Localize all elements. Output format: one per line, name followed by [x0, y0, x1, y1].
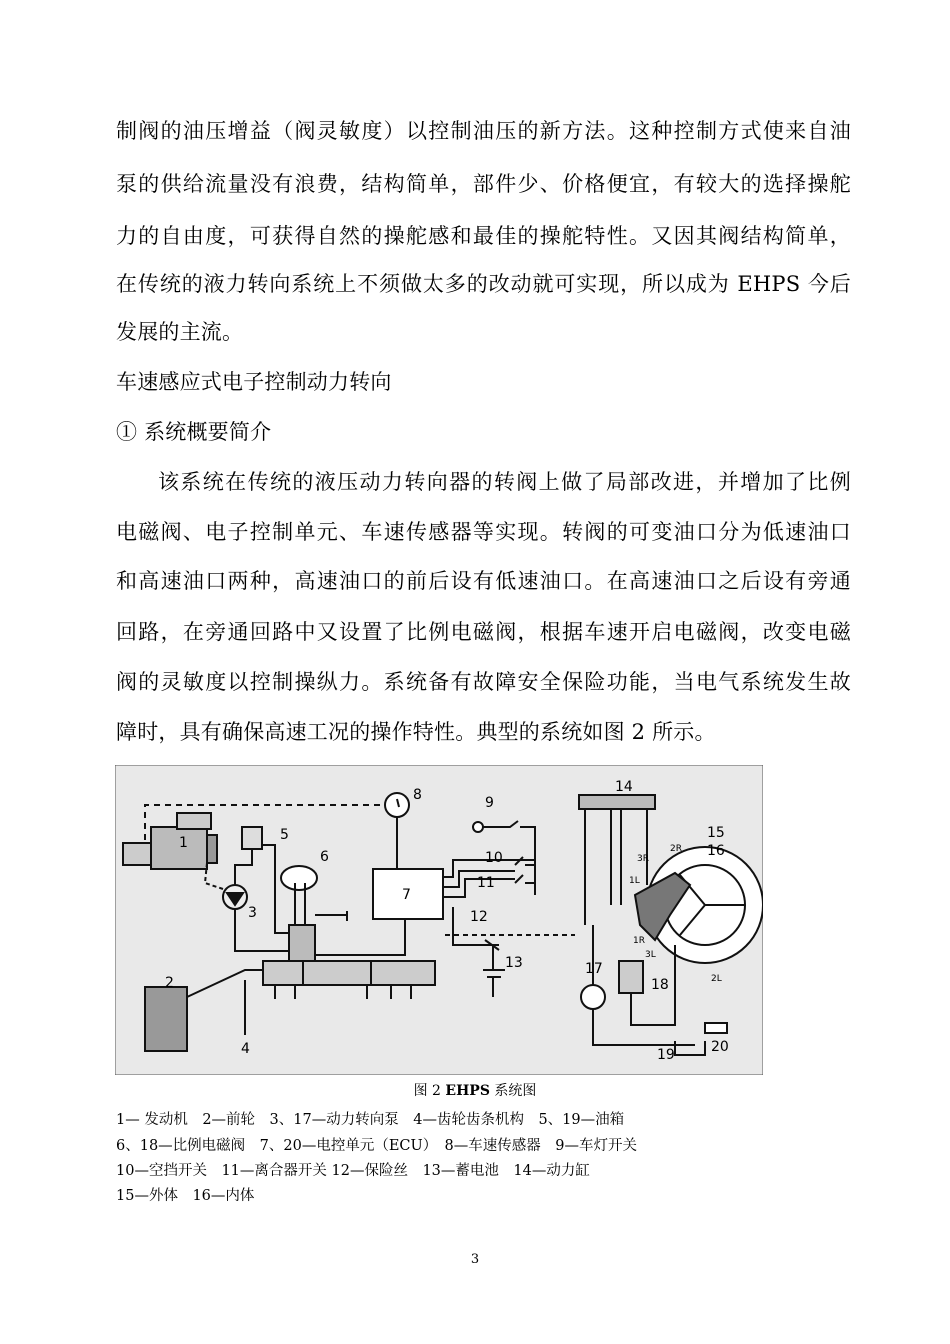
- paragraph-1-line-2: 泵的供给流量没有浪费，结构简单，部件少、价格便宜，有较大的选择操舵: [116, 172, 851, 196]
- subsection-heading: ① 系统概要简介: [116, 420, 272, 444]
- valve-label-3l: 3L: [645, 950, 656, 960]
- caption-suffix: 系统图: [489, 1083, 537, 1099]
- label-3: 3: [248, 905, 257, 921]
- power-cylinder: [579, 795, 655, 809]
- label-4: 4: [241, 1041, 250, 1057]
- figure-caption: [0, 1080, 950, 1100]
- label-19: 19: [657, 1047, 675, 1063]
- paragraph-1-line-5: 发展的主流。: [116, 320, 244, 344]
- paragraph-2-line-4: 回路，在旁通回路中又设置了比例电磁阀，根据车速开启电磁阀，改变电磁: [116, 620, 851, 644]
- label-9: 9: [485, 795, 494, 811]
- label-14: 14: [615, 779, 633, 795]
- label-16: 16: [707, 843, 725, 859]
- caption-prefix: 图 2: [413, 1083, 446, 1099]
- paragraph-1-line-1: 制阀的油压增益（阀灵敏度）以控制油压的新方法。这种控制方式使来自油: [116, 119, 851, 143]
- ecu-right: [705, 1023, 727, 1033]
- valve-label-2l: 2L: [711, 974, 722, 984]
- label-18: 18: [651, 977, 669, 993]
- paragraph-1-line-3: 力的自由度，可获得自然的操舵感和最佳的操舵特性。又因其阀结构简单，: [116, 224, 851, 248]
- paragraph-2-line-3: 和高速油口两种，高速油口的前后设有低速油口。在高速油口之后设有旁通: [116, 569, 851, 593]
- valve-label-1r: 1R: [633, 936, 645, 946]
- label-8: 8: [413, 787, 422, 803]
- label-11: 11: [477, 875, 495, 891]
- oil-reservoir: [242, 827, 262, 849]
- legend-line-4: 15—外体 16—内体: [116, 1188, 255, 1204]
- rack-and-pinion: [263, 961, 435, 985]
- label-1: 1: [179, 835, 188, 851]
- label-13: 13: [505, 955, 523, 971]
- label-15: 15: [707, 825, 725, 841]
- label-17: 17: [585, 961, 603, 977]
- valve-label-1l: 1L: [629, 876, 640, 886]
- legend-line-1: 1— 发动机 2—前轮 3、17—动力转向泵 4—齿轮齿条机构 5、19—油箱: [116, 1112, 625, 1128]
- label-20: 20: [711, 1039, 729, 1055]
- pump-right: [581, 985, 605, 1009]
- ehps-system-diagram: [115, 765, 763, 1075]
- caption-bold: EHPS: [445, 1083, 490, 1099]
- label-12: 12: [470, 909, 488, 925]
- legend-line-3: 10—空挡开关 11—离合器开关 12—保险丝 13—蓄电池 14—动力缸: [116, 1163, 590, 1179]
- paragraph-2-line-5: 阀的灵敏度以控制操纵力。系统备有故障安全保险功能，当电气系统发生故: [116, 670, 851, 694]
- label-10: 10: [485, 850, 503, 866]
- page-number: 3: [470, 1252, 480, 1267]
- label-5: 5: [280, 827, 289, 843]
- steering-wheel: [281, 866, 317, 890]
- solenoid-right: [619, 961, 643, 993]
- label-2: 2: [165, 975, 174, 991]
- label-6: 6: [320, 849, 329, 865]
- paragraph-2-line-2: 电磁阀、电子控制单元、车速传感器等实现。转阀的可变油口分为低速油口: [116, 520, 851, 544]
- label-7: 7: [402, 887, 411, 903]
- lamp: [473, 822, 483, 832]
- valve-label-3r: 3R: [637, 854, 649, 864]
- paragraph-2-line-6: 障时，具有确保高速工况的操作特性。典型的系统如图 2 所示。: [116, 720, 716, 744]
- valve-label-2r: 2R: [670, 844, 682, 854]
- paragraph-1-line-4: 在传统的液力转向系统上不须做太多的改动就可实现，所以成为 EHPS 今后: [116, 272, 851, 296]
- steering-valve: [289, 925, 315, 961]
- section-heading: 车速感应式电子控制动力转向: [116, 370, 392, 394]
- paragraph-2-line-1: 该系统在传统的液压动力转向器的转阀上做了局部改进，并增加了比例: [158, 470, 851, 494]
- legend-line-2: 6、18—比例电磁阀 7、20—电控单元（ECU） 8—车速传感器 9—车灯开关: [116, 1138, 637, 1154]
- speed-sensor: [385, 793, 409, 817]
- front-wheel: [145, 987, 187, 1051]
